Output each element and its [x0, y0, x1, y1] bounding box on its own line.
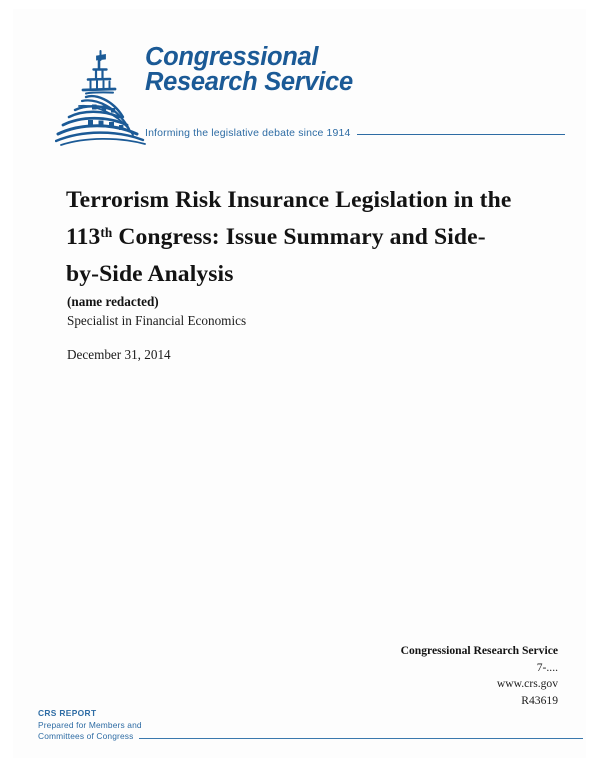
imprint-website[interactable]: www.crs.gov	[496, 677, 558, 690]
footer	[38, 708, 583, 743]
footer-last-row	[38, 731, 583, 743]
title-ordinal-suffix: th	[100, 224, 113, 240]
footer-title: CRS REPORT	[38, 708, 97, 718]
byline	[67, 292, 487, 330]
title-line-3: Side Analysis	[99, 260, 234, 287]
wordmark-line-research-service: Research Service	[145, 68, 353, 96]
imprint-phone: 7-....	[536, 660, 558, 674]
wordmark-line-congressional: Congressional	[145, 43, 319, 71]
crs-capitol-dome-logo-icon	[55, 47, 157, 147]
tagline-row	[145, 127, 565, 139]
imprint-organization: Congressional Research Service	[400, 644, 558, 657]
title-ordinal-number: 113	[66, 223, 101, 250]
publication-date: December 31, 2014	[67, 347, 171, 362]
imprint-report-number: R43619	[521, 693, 558, 707]
title-line-2-rest: Congress: Issue Summary and Side-by-	[66, 223, 486, 287]
masthead-tagline: Informing the legislative debate since 1914	[145, 127, 351, 139]
masthead-divider	[357, 134, 566, 135]
masthead	[13, 9, 586, 149]
author-name: (name redacted)	[67, 294, 159, 309]
title-line-1: Terrorism Risk Insurance Legislation in the	[66, 186, 512, 213]
author-role: Specialist in Financial Economics	[67, 313, 247, 328]
imprint-block	[258, 643, 558, 709]
page-title	[66, 182, 512, 293]
document-page	[13, 9, 586, 758]
footer-divider	[139, 738, 583, 739]
footer-line-1: Prepared for Members and	[38, 719, 142, 730]
crs-wordmark	[145, 45, 565, 95]
footer-line-2: Committees of Congress	[38, 731, 134, 741]
